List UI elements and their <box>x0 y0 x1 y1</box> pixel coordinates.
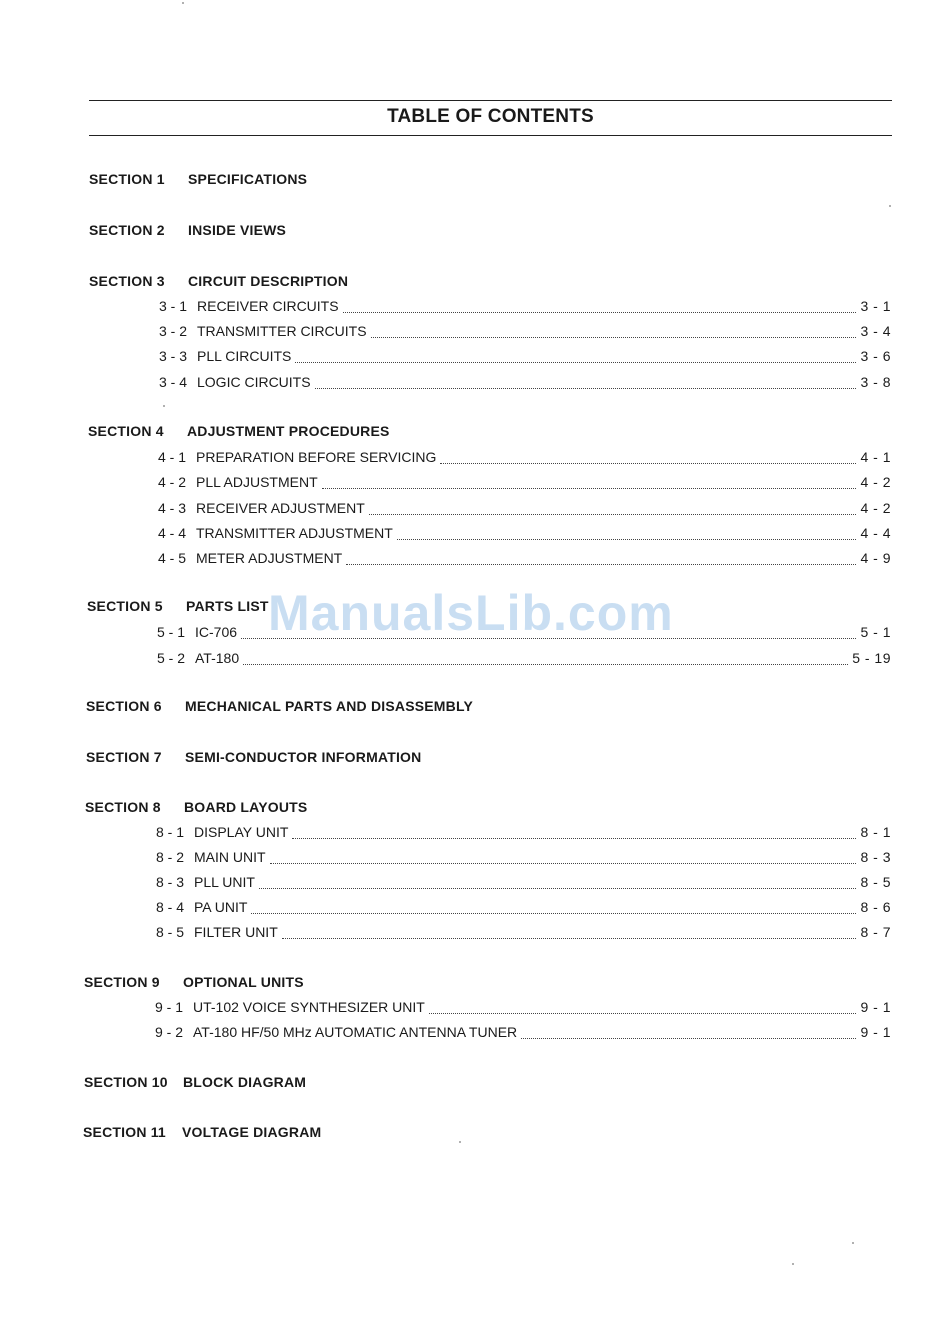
entry-label: IC-706 <box>195 624 238 640</box>
dot-leader <box>429 1003 857 1014</box>
section-number: SECTION 2 <box>89 222 165 238</box>
entry-number: 5 - 1 <box>157 624 186 640</box>
section-title: SEMI-CONDUCTOR INFORMATION <box>185 749 422 765</box>
entry-page-number: 3 - 6 <box>860 348 891 364</box>
section-heading <box>83 1124 321 1140</box>
section-number: SECTION 4 <box>88 423 164 439</box>
entry-number: 3 - 1 <box>159 298 188 314</box>
section-heading <box>89 222 286 238</box>
section-number: SECTION 6 <box>86 698 162 714</box>
entry-label: PLL CIRCUITS <box>197 348 292 364</box>
entry-page-number: 3 - 1 <box>860 298 891 314</box>
section-number: SECTION 8 <box>85 799 161 815</box>
dot-leader <box>282 928 857 939</box>
dot-leader <box>251 903 856 914</box>
section-title: INSIDE VIEWS <box>188 222 287 238</box>
top-rule <box>89 100 892 101</box>
entry-label: FILTER UNIT <box>194 924 278 940</box>
entry-page-number: 3 - 8 <box>860 374 891 390</box>
entry-number: 3 - 4 <box>159 374 188 390</box>
entry-label: RECEIVER ADJUSTMENT <box>196 500 365 516</box>
dot-leader <box>322 478 857 489</box>
entry-page-number: 4 - 9 <box>860 550 891 566</box>
section-number: SECTION 11 <box>83 1124 166 1140</box>
section-heading <box>84 974 304 990</box>
dot-leader <box>371 327 857 338</box>
section-title: BLOCK DIAGRAM <box>183 1074 307 1090</box>
scan-speck <box>792 1263 794 1265</box>
entry-page-number: 5 - 1 <box>860 624 891 640</box>
toc-entry <box>156 874 891 890</box>
entry-number: 4 - 2 <box>158 474 187 490</box>
section-number: SECTION 5 <box>87 598 163 614</box>
scan-speck <box>852 1242 854 1244</box>
section-heading <box>84 1074 306 1090</box>
dot-leader <box>521 1028 856 1039</box>
toc-entry <box>158 449 891 465</box>
entry-number: 4 - 3 <box>158 500 187 516</box>
entry-label: METER ADJUSTMENT <box>196 550 343 566</box>
entry-page-number: 8 - 7 <box>860 924 891 940</box>
entry-number: 4 - 1 <box>158 449 187 465</box>
toc-entry <box>158 525 891 541</box>
dot-leader <box>315 378 857 389</box>
section-number: SECTION 10 <box>84 1074 168 1090</box>
entry-page-number: 8 - 5 <box>860 874 891 890</box>
dot-leader <box>292 828 856 839</box>
section-heading <box>86 749 421 765</box>
toc-entry <box>159 374 891 390</box>
entry-label: AT-180 <box>195 650 240 666</box>
entry-page-number: 4 - 4 <box>860 525 891 541</box>
toc-entry <box>158 500 891 516</box>
toc-entry <box>157 650 891 666</box>
entry-page-number: 8 - 1 <box>860 824 891 840</box>
section-heading <box>89 171 307 187</box>
section-number: SECTION 3 <box>89 273 165 289</box>
entry-number: 9 - 2 <box>155 1024 184 1040</box>
entry-label: TRANSMITTER ADJUSTMENT <box>196 525 393 541</box>
page-title: TABLE OF CONTENTS <box>387 106 594 127</box>
section-title: OPTIONAL UNITS <box>183 974 304 990</box>
entry-number: 4 - 5 <box>158 550 187 566</box>
entry-page-number: 4 - 2 <box>860 474 891 490</box>
entry-page-number: 4 - 2 <box>860 500 891 516</box>
section-title: CIRCUIT DESCRIPTION <box>188 273 349 289</box>
entry-number: 8 - 5 <box>156 924 185 940</box>
toc-entry <box>156 849 891 865</box>
entry-label: MAIN UNIT <box>194 849 266 865</box>
scan-speck <box>459 1141 461 1143</box>
toc-entry <box>159 323 891 339</box>
toc-entry <box>155 999 891 1015</box>
section-heading <box>85 799 307 815</box>
toc-entry <box>155 1024 891 1040</box>
toc-entry <box>159 298 891 314</box>
entry-label: LOGIC CIRCUITS <box>197 374 311 390</box>
entry-page-number: 9 - 1 <box>860 1024 891 1040</box>
section-heading <box>89 273 348 289</box>
entry-page-number: 9 - 1 <box>860 999 891 1015</box>
dot-leader <box>369 504 857 515</box>
entry-page-number: 4 - 1 <box>860 449 891 465</box>
title-underline-rule <box>89 135 892 136</box>
section-number: SECTION 1 <box>89 171 165 187</box>
entry-label: PA UNIT <box>194 899 248 915</box>
dot-leader <box>397 529 857 540</box>
dot-leader <box>295 352 856 363</box>
toc-entry <box>156 924 891 940</box>
section-heading <box>86 698 473 714</box>
section-heading <box>87 598 269 614</box>
toc-entry <box>156 824 891 840</box>
entry-label: RECEIVER CIRCUITS <box>197 298 339 314</box>
entry-label: DISPLAY UNIT <box>194 824 289 840</box>
watermark: ManualsLib.com <box>268 585 674 641</box>
entry-page-number: 8 - 3 <box>860 849 891 865</box>
entry-label: UT-102 VOICE SYNTHESIZER UNIT <box>193 999 425 1015</box>
entry-number: 5 - 2 <box>157 650 186 666</box>
entry-number: 8 - 2 <box>156 849 185 865</box>
section-title: VOLTAGE DIAGRAM <box>182 1124 322 1140</box>
toc-entry <box>159 348 891 364</box>
entry-number: 3 - 3 <box>159 348 188 364</box>
entry-label: PREPARATION BEFORE SERVICING <box>196 449 437 465</box>
section-title: PARTS LIST <box>186 598 269 614</box>
section-heading <box>88 423 390 439</box>
section-number: SECTION 9 <box>84 974 160 990</box>
section-title: SPECIFICATIONS <box>188 171 308 187</box>
scan-speck <box>889 205 891 207</box>
entry-page-number: 8 - 6 <box>860 899 891 915</box>
entry-number: 9 - 1 <box>155 999 184 1015</box>
entry-label: PLL UNIT <box>194 874 255 890</box>
toc-entry <box>158 474 891 490</box>
dot-leader <box>270 853 857 864</box>
entry-label: PLL ADJUSTMENT <box>196 474 318 490</box>
toc-entry <box>158 550 891 566</box>
dot-leader <box>259 878 857 889</box>
entry-number: 8 - 3 <box>156 874 185 890</box>
section-title: ADJUSTMENT PROCEDURES <box>187 423 390 439</box>
toc-entry <box>156 899 891 915</box>
scan-speck <box>182 2 184 4</box>
dot-leader <box>343 302 857 313</box>
entry-label: AT-180 HF/50 MHz AUTOMATIC ANTENNA TUNER <box>193 1024 518 1040</box>
section-title: BOARD LAYOUTS <box>184 799 308 815</box>
dot-leader <box>243 654 848 665</box>
dot-leader <box>346 554 856 565</box>
section-number: SECTION 7 <box>86 749 162 765</box>
entry-number: 3 - 2 <box>159 323 188 339</box>
entry-number: 8 - 4 <box>156 899 185 915</box>
dot-leader <box>440 453 856 464</box>
entry-page-number: 3 - 4 <box>860 323 891 339</box>
entry-number: 4 - 4 <box>158 525 187 541</box>
section-title: MECHANICAL PARTS AND DISASSEMBLY <box>185 698 473 714</box>
entry-page-number: 5 - 19 <box>852 650 891 666</box>
scan-speck <box>163 405 165 407</box>
entry-label: TRANSMITTER CIRCUITS <box>197 323 367 339</box>
entry-number: 8 - 1 <box>156 824 185 840</box>
